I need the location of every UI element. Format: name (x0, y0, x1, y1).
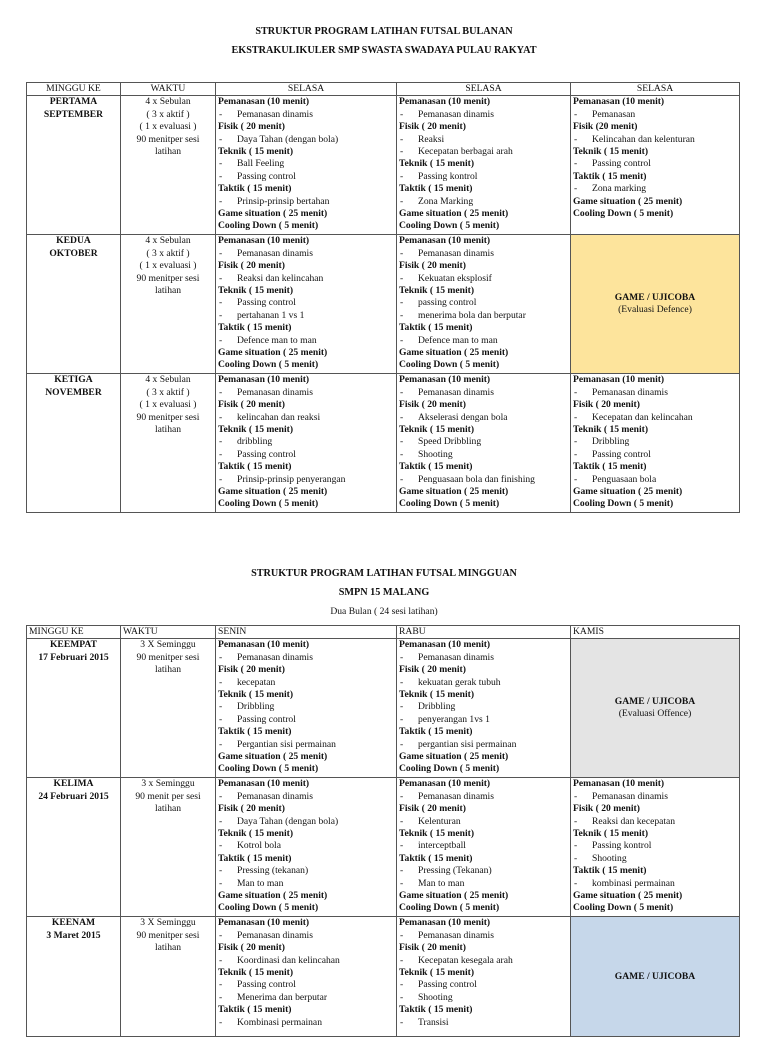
session-item: - Prinsip-prinsip penyerangan (218, 474, 394, 486)
session-heading: Game situation ( 25 menit) (218, 347, 328, 359)
session-heading: Pemanasan (10 menit) (573, 778, 665, 790)
session-item: - Daya Tahan (dengan bola) (218, 816, 394, 828)
session-item: - Kombinasi permainan (218, 1017, 394, 1029)
game-evaluation-cell (571, 639, 740, 778)
table-row (27, 639, 740, 778)
column-header: MINGGU KE (27, 83, 121, 96)
session-item: - Kelenturan (399, 816, 568, 828)
session-heading: Taktik ( 15 menit) (218, 726, 292, 738)
session-item: - passing control (399, 297, 568, 309)
session-heading: Cooling Down ( 5 menit) (399, 902, 500, 914)
session-heading: Pemanasan (10 menit) (573, 374, 665, 386)
session-heading: Pemanasan (10 menit) (218, 917, 310, 929)
session-item: - Reaksi dan kelincahan (218, 273, 394, 285)
session-item: - Kelincahan dan kelenturan (573, 134, 737, 146)
time-line: 90 menitper sesi (136, 651, 200, 663)
session-cell (397, 639, 571, 778)
session-heading: Cooling Down ( 5 menit) (399, 359, 500, 371)
week-cell (27, 639, 121, 778)
session-heading: Taktik ( 15 menit) (573, 170, 647, 182)
session-heading: Fisik ( 20 menit) (218, 803, 285, 815)
session-heading: Teknik ( 15 menit) (399, 967, 475, 979)
week-cell (27, 374, 121, 513)
session-heading: Cooling Down ( 5 menit) (218, 902, 319, 914)
table-row (27, 96, 740, 235)
session-heading: Fisik ( 20 menit) (218, 664, 285, 676)
session-heading: Game situation ( 25 menit) (573, 195, 683, 207)
session-item: - Kecepatan kesegala arah (399, 955, 568, 967)
session-heading: Teknik ( 15 menit) (218, 285, 294, 297)
session-heading: Fisik ( 20 menit) (218, 260, 285, 272)
session-item: - pertahanan 1 vs 1 (218, 310, 394, 322)
session-heading: Game situation ( 25 menit) (218, 751, 328, 763)
session-heading: Game situation ( 25 menit) (399, 890, 509, 902)
session-item: - Pemanasan dinamis (218, 109, 394, 121)
session-heading: Cooling Down ( 5 menit) (399, 220, 500, 232)
time-cell (121, 778, 216, 917)
session-heading: Taktik ( 15 menit) (218, 322, 292, 334)
session-heading: Pemanasan (10 menit) (218, 639, 310, 651)
session-item: - Pressing (Tekanan) (399, 865, 568, 877)
session-item: - interceptball (399, 840, 568, 852)
session-item: - Prinsip-prinsip bertahan (218, 196, 394, 208)
week-cell (27, 235, 121, 374)
session-heading: Taktik ( 15 menit) (399, 322, 473, 334)
session-heading: Teknik ( 15 menit) (399, 689, 475, 701)
time-line: 3 x Seminggu (141, 778, 195, 790)
session-heading: Pemanasan (10 menit) (399, 917, 491, 929)
session-heading: Fisik (20 menit) (573, 121, 638, 133)
column-header: MINGGU KE (27, 626, 121, 639)
column-header: KAMIS (571, 626, 740, 639)
session-cell (571, 778, 740, 917)
table-header-row (27, 626, 740, 639)
table-row (27, 235, 740, 374)
session-heading: Taktik ( 15 menit) (573, 461, 647, 473)
session-item: - Man to man (218, 878, 394, 890)
session-heading: Cooling Down ( 5 menit) (573, 902, 674, 914)
time-line: 90 menit per sesi (135, 790, 201, 802)
weekly-schedule-table (26, 625, 740, 1037)
session-item: - Reaksi (399, 134, 568, 146)
session-heading: Taktik ( 15 menit) (218, 1004, 292, 1016)
game-title: GAME / UJICOBA (614, 696, 696, 707)
session-item: - Passing control (218, 297, 394, 309)
session-heading: Cooling Down ( 5 menit) (218, 763, 319, 775)
session-item: - Pemanasan (573, 109, 737, 121)
session-cell (571, 96, 740, 235)
time-line: ( 3 x aktif ) (146, 386, 190, 398)
session-heading: Taktik ( 15 menit) (399, 461, 473, 473)
session-item: - kecepatan (218, 677, 394, 689)
time-line: ( 1 x evaluasi ) (139, 121, 197, 133)
session-heading: Pemanasan (10 menit) (218, 96, 310, 108)
session-item: - Passing control (218, 171, 394, 183)
column-header: SELASA (571, 83, 740, 96)
session-item: - Penguasaan bola dan finishing (399, 474, 568, 486)
session-heading: Teknik ( 15 menit) (399, 424, 475, 436)
time-cell (121, 235, 216, 374)
session-heading: Pemanasan (10 menit) (399, 374, 491, 386)
session-heading: Fisik ( 20 menit) (218, 942, 285, 954)
session-item: - Passing kontrol (399, 171, 568, 183)
session-heading: Teknik ( 15 menit) (218, 967, 294, 979)
session-item: - Man to man (399, 878, 568, 890)
time-line: latihan (154, 146, 182, 158)
session-item: - kekuatan gerak tubuh (399, 677, 568, 689)
time-line: 4 x Sebulan (145, 96, 191, 108)
session-item: - Pemanasan dinamis (399, 791, 568, 803)
session-heading: Pemanasan (10 menit) (399, 96, 491, 108)
session-item: - Dribbling (399, 701, 568, 713)
session-heading: Game situation ( 25 menit) (573, 486, 683, 498)
session-item: - Pressing (tekanan) (218, 865, 394, 877)
week-line: KETIGA (54, 374, 93, 386)
session-item: - Zona Marking (399, 196, 568, 208)
session-item: - Pemanasan dinamis (573, 791, 737, 803)
session-heading: Cooling Down ( 5 menit) (218, 359, 319, 371)
session-item: - Kecepatan berbagai arah (399, 146, 568, 158)
time-cell (121, 374, 216, 513)
session-heading: Teknik ( 15 menit) (573, 828, 649, 840)
session-heading: Taktik ( 15 menit) (399, 183, 473, 195)
week-line: 3 Maret 2015 (46, 929, 101, 941)
game-title: GAME / UJICOBA (614, 970, 696, 982)
game-evaluation-cell (571, 235, 740, 374)
monthly-schedule-table (26, 82, 740, 513)
time-line: latihan (154, 424, 182, 436)
session-item: - pergantian sisi permainan (399, 739, 568, 751)
session-heading: Fisik ( 20 menit) (399, 399, 466, 411)
session-item: - Passing control (218, 979, 394, 991)
session-item: - Pemanasan dinamis (218, 652, 394, 664)
session-cell (216, 639, 397, 778)
session-item: - Daya Tahan (dengan bola) (218, 134, 394, 146)
session-heading: Taktik ( 15 menit) (573, 865, 647, 877)
session-cell (397, 778, 571, 917)
weekly-title: STRUKTUR PROGRAM LATIHAN FUTSAL MINGGUAN (251, 568, 517, 579)
week-line: OKTOBER (49, 247, 98, 259)
time-cell (121, 96, 216, 235)
weekly-subtitle: SMPN 15 MALANG (338, 587, 430, 598)
game-evaluation-cell (571, 917, 740, 1037)
game-title: GAME / UJICOBA (614, 292, 696, 303)
session-heading: Pemanasan (10 menit) (399, 778, 491, 790)
session-heading: Game situation ( 25 menit) (399, 751, 509, 763)
week-line: 24 Februari 2015 (38, 790, 109, 802)
session-cell (397, 96, 571, 235)
session-heading: Taktik ( 15 menit) (399, 726, 473, 738)
session-item: - Shooting (573, 853, 737, 865)
session-heading: Game situation ( 25 menit) (399, 208, 509, 220)
week-line: KEDUA (56, 235, 91, 247)
table-row (27, 917, 740, 1037)
monthly-subtitle: EKSTRAKULIKULER SMP SWASTA SWADAYA PULAU RAKYAT (231, 45, 537, 56)
column-header: SENIN (216, 626, 397, 639)
time-line: ( 3 x aktif ) (146, 247, 190, 259)
session-item: - Defence man to man (218, 335, 394, 347)
session-cell (397, 374, 571, 513)
session-heading: Game situation ( 25 menit) (573, 890, 683, 902)
session-item: - Pemanasan dinamis (399, 248, 568, 260)
session-heading: Fisik ( 20 menit) (399, 260, 466, 272)
session-item: - Dribbling (218, 701, 394, 713)
time-line: ( 1 x evaluasi ) (139, 399, 197, 411)
session-item: - Pergantian sisi permainan (218, 739, 394, 751)
monthly-title: STRUKTUR PROGRAM LATIHAN FUTSAL BULANAN (255, 26, 513, 37)
session-heading: Pemanasan (10 menit) (218, 778, 310, 790)
session-heading: Cooling Down ( 5 menit) (218, 498, 319, 510)
session-heading: Pemanasan (10 menit) (218, 235, 310, 247)
session-heading: Taktik ( 15 menit) (399, 1004, 473, 1016)
time-line: 3 X Seminggu (140, 917, 196, 929)
session-cell (571, 374, 740, 513)
session-cell (397, 917, 571, 1037)
session-heading: Cooling Down ( 5 menit) (573, 208, 674, 220)
session-item: - Pemanasan dinamis (399, 109, 568, 121)
session-item: - Akselerasi dengan bola (399, 412, 568, 424)
session-item: - Kekuatan eksplosif (399, 273, 568, 285)
time-line: latihan (154, 942, 182, 954)
session-heading: Pemanasan (10 menit) (573, 96, 665, 108)
time-line: 90 menitper sesi (136, 272, 200, 284)
session-item: - Pemanasan dinamis (218, 930, 394, 942)
session-cell (216, 778, 397, 917)
column-header: WAKTU (121, 626, 216, 639)
time-line: 90 menitper sesi (136, 133, 200, 145)
session-item: - Transisi (399, 1017, 568, 1029)
session-heading: Teknik ( 15 menit) (399, 158, 475, 170)
session-heading: Taktik ( 15 menit) (218, 183, 292, 195)
time-line: ( 1 x evaluasi ) (139, 260, 197, 272)
session-heading: Fisik ( 20 menit) (399, 664, 466, 676)
session-item: - Kecepatan dan kelincahan (573, 412, 737, 424)
time-line: latihan (154, 803, 182, 815)
session-heading: Pemanasan (10 menit) (399, 639, 491, 651)
session-heading: Cooling Down ( 5 menit) (399, 763, 500, 775)
session-item: - Pemanasan dinamis (573, 387, 737, 399)
session-item: - Pemanasan dinamis (218, 387, 394, 399)
session-heading: Teknik ( 15 menit) (399, 285, 475, 297)
session-item: - Zona marking (573, 183, 737, 195)
time-line: latihan (154, 664, 182, 676)
session-cell (216, 96, 397, 235)
week-line: PERTAMA (49, 96, 98, 108)
time-cell (121, 917, 216, 1037)
session-item: - Pemanasan dinamis (399, 387, 568, 399)
session-heading: Game situation ( 25 menit) (399, 486, 509, 498)
time-line: 90 menitper sesi (136, 929, 200, 941)
session-heading: Pemanasan (10 menit) (218, 374, 310, 386)
session-heading: Teknik ( 15 menit) (218, 146, 294, 158)
session-item: - Penguasaan bola (573, 474, 737, 486)
session-item: - Pemanasan dinamis (218, 791, 394, 803)
session-item: - Shooting (399, 992, 568, 1004)
session-item: - Kotrol bola (218, 840, 394, 852)
session-heading: Cooling Down ( 5 menit) (218, 220, 319, 232)
session-item: - Pemanasan dinamis (218, 248, 394, 260)
week-line: KELIMA (53, 778, 94, 790)
session-heading: Fisik ( 20 menit) (399, 942, 466, 954)
session-heading: Fisik ( 20 menit) (399, 803, 466, 815)
session-item: - Dribbling (573, 436, 737, 448)
time-line: 3 X Seminggu (140, 639, 196, 651)
session-item: - kelincahan dan reaksi (218, 412, 394, 424)
session-item: - dribbling (218, 436, 394, 448)
session-item: - Koordinasi dan kelincahan (218, 955, 394, 967)
table-row (27, 374, 740, 513)
column-header: WAKTU (121, 83, 216, 96)
week-cell (27, 96, 121, 235)
session-item: - Passing control (573, 158, 737, 170)
session-item: - Ball Feeling (218, 158, 394, 170)
session-heading: Teknik ( 15 menit) (399, 828, 475, 840)
week-line: KEENAM (51, 917, 96, 929)
time-line: 90 menitper sesi (136, 411, 200, 423)
week-cell (27, 778, 121, 917)
session-heading: Game situation ( 25 menit) (218, 208, 328, 220)
session-heading: Fisik ( 20 menit) (573, 399, 640, 411)
session-cell (216, 374, 397, 513)
session-item: - Passing control (218, 449, 394, 461)
session-cell (397, 235, 571, 374)
table-row (27, 778, 740, 917)
session-item: - Passing kontrol (573, 840, 737, 852)
column-header: SELASA (397, 83, 571, 96)
session-heading: Pemanasan (10 menit) (399, 235, 491, 247)
session-item: - Shooting (399, 449, 568, 461)
session-heading: Game situation ( 25 menit) (218, 890, 328, 902)
time-line: 4 x Sebulan (145, 235, 191, 247)
time-line: ( 3 x aktif ) (146, 108, 190, 120)
session-heading: Teknik ( 15 menit) (218, 828, 294, 840)
session-item: - Speed Dribbling (399, 436, 568, 448)
session-item: - Pemanasan dinamis (399, 930, 568, 942)
session-heading: Fisik ( 20 menit) (218, 399, 285, 411)
session-item: - Reaksi dan kecepatan (573, 816, 737, 828)
session-heading: Teknik ( 15 menit) (573, 146, 649, 158)
table-header-row (27, 83, 740, 96)
game-note: (Evaluasi Defence) (618, 304, 692, 316)
session-item: - kombinasi permainan (573, 878, 737, 890)
week-line: KEEMPAT (49, 639, 98, 651)
time-line: latihan (154, 285, 182, 297)
session-item: - Passing control (399, 979, 568, 991)
session-heading: Cooling Down ( 5 menit) (573, 498, 674, 510)
week-line: NOVEMBER (45, 386, 102, 398)
session-heading: Teknik ( 15 menit) (218, 424, 294, 436)
week-cell (27, 917, 121, 1037)
session-item: - Passing control (573, 449, 737, 461)
week-line: 17 Februari 2015 (38, 651, 109, 663)
session-heading: Taktik ( 15 menit) (218, 461, 292, 473)
session-item: - menerima bola dan berputar (399, 310, 568, 322)
session-heading: Fisik ( 20 menit) (399, 121, 466, 133)
session-heading: Game situation ( 25 menit) (218, 486, 328, 498)
session-item: - Defence man to man (399, 335, 568, 347)
weekly-note: Dua Bulan ( 24 sesi latihan) (330, 606, 438, 617)
time-cell (121, 639, 216, 778)
game-note: (Evaluasi Offence) (618, 708, 692, 720)
session-item: - Pemanasan dinamis (399, 652, 568, 664)
column-header: SELASA (216, 83, 397, 96)
session-heading: Fisik ( 20 menit) (218, 121, 285, 133)
session-heading: Game situation ( 25 menit) (399, 347, 509, 359)
session-heading: Cooling Down ( 5 menit) (399, 498, 500, 510)
session-heading: Teknik ( 15 menit) (218, 689, 294, 701)
session-cell (216, 917, 397, 1037)
week-line: SEPTEMBER (43, 108, 104, 120)
session-item: - Menerima dan berputar (218, 992, 394, 1004)
session-item: - Passing control (218, 714, 394, 726)
session-cell (216, 235, 397, 374)
session-heading: Fisik ( 20 menit) (573, 803, 640, 815)
column-header: RABU (397, 626, 571, 639)
session-heading: Teknik ( 15 menit) (573, 424, 649, 436)
session-heading: Taktik ( 15 menit) (218, 852, 292, 864)
time-line: 4 x Sebulan (145, 374, 191, 386)
session-heading: Taktik ( 15 menit) (399, 852, 473, 864)
session-item: - penyerangan 1vs 1 (399, 714, 568, 726)
